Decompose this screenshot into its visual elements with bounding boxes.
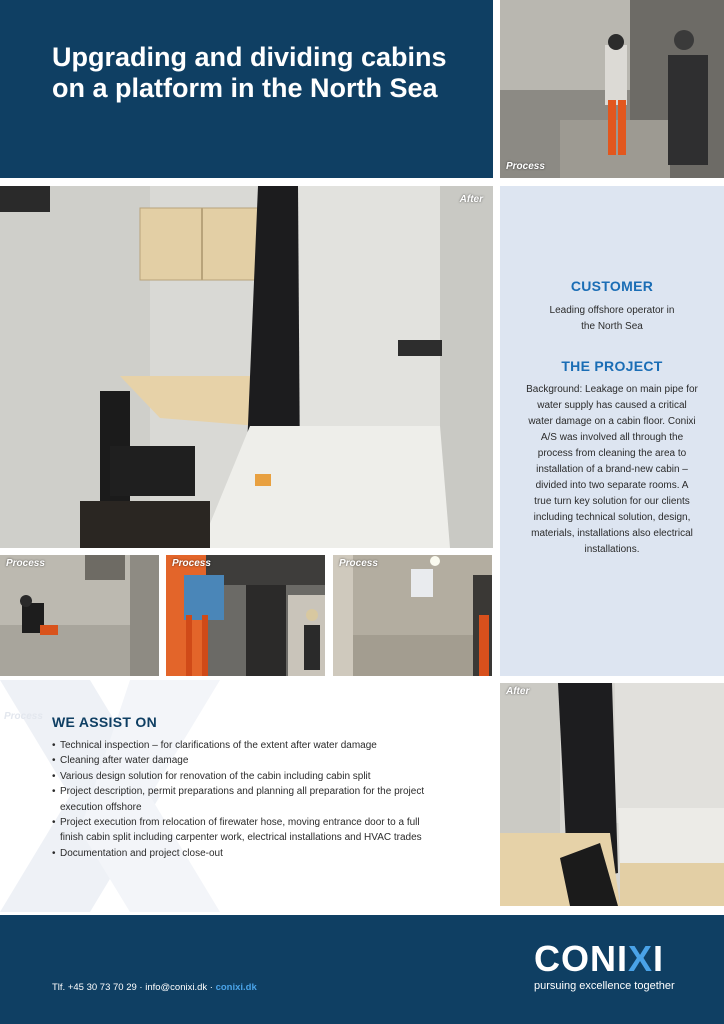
footer <box>0 915 724 1024</box>
photo-label: After <box>459 194 483 205</box>
photo-process-cleaning <box>0 555 159 676</box>
customer-heading: CUSTOMER <box>570 278 654 294</box>
logo-wordmark: CONIXI <box>534 938 665 979</box>
page-title: Upgrading and dividing cabins on a platform in the North Sea <box>52 42 447 103</box>
list-item: • Technical inspection – for clarifications of the extent after water damage <box>52 738 442 753</box>
header-banner <box>0 0 493 178</box>
website-link[interactable]: conixi.dk <box>215 982 257 993</box>
photo-label: Process <box>506 161 545 172</box>
contact-text: Tlf. +45 30 73 70 29 · info@conixi.dk · <box>52 982 216 993</box>
assist-list <box>52 738 442 861</box>
list-item: • Project description, permit preparations and planning all preparation for the project execution offshore <box>52 784 442 815</box>
customer-text: Leading offshore operator in the North Sea <box>549 305 675 332</box>
photo-label: After <box>506 686 530 697</box>
photo-label: Process <box>339 558 378 569</box>
photo-label: Process <box>172 558 211 569</box>
list-item: • Cleaning after water damage <box>52 753 442 768</box>
list-item: • Project execution from relocation of firewater hose, moving entrance door to a full finish cabin split including carpenter work, electrical installations and HVAC trades <box>52 815 442 846</box>
photo-process-demolition <box>500 0 724 178</box>
list-item: • Documentation and project close-out <box>52 846 442 861</box>
logo-tagline: pursuing excellence together <box>534 980 675 992</box>
photo-after-desk <box>500 683 724 906</box>
assist-heading: WE ASSIST ON <box>52 714 157 730</box>
photo-process-ceiling <box>166 555 325 676</box>
assist-section <box>52 714 442 861</box>
project-heading: THE PROJECT <box>561 358 663 374</box>
photo-after-cabin <box>0 186 493 548</box>
photo-label: Process <box>6 558 45 569</box>
list-item: • Various design solution for renovation of the cabin including cabin split <box>52 769 442 784</box>
project-text: Background: Leakage on main pipe for water supply has caused a critical water damage on a cabin floor. Conixi A/S was involved all through the process from cleaning the area to installation of a brand-new cabin – divided into two separate rooms. A true turn key solution for our clients including technical solution, design, materials, installations also electrical installations. <box>526 384 698 555</box>
conixi-logo <box>534 940 694 992</box>
photo-label: Process <box>4 711 43 722</box>
contact-info <box>52 982 257 993</box>
info-panel <box>500 186 724 676</box>
photo-process-empty-room <box>333 555 492 676</box>
